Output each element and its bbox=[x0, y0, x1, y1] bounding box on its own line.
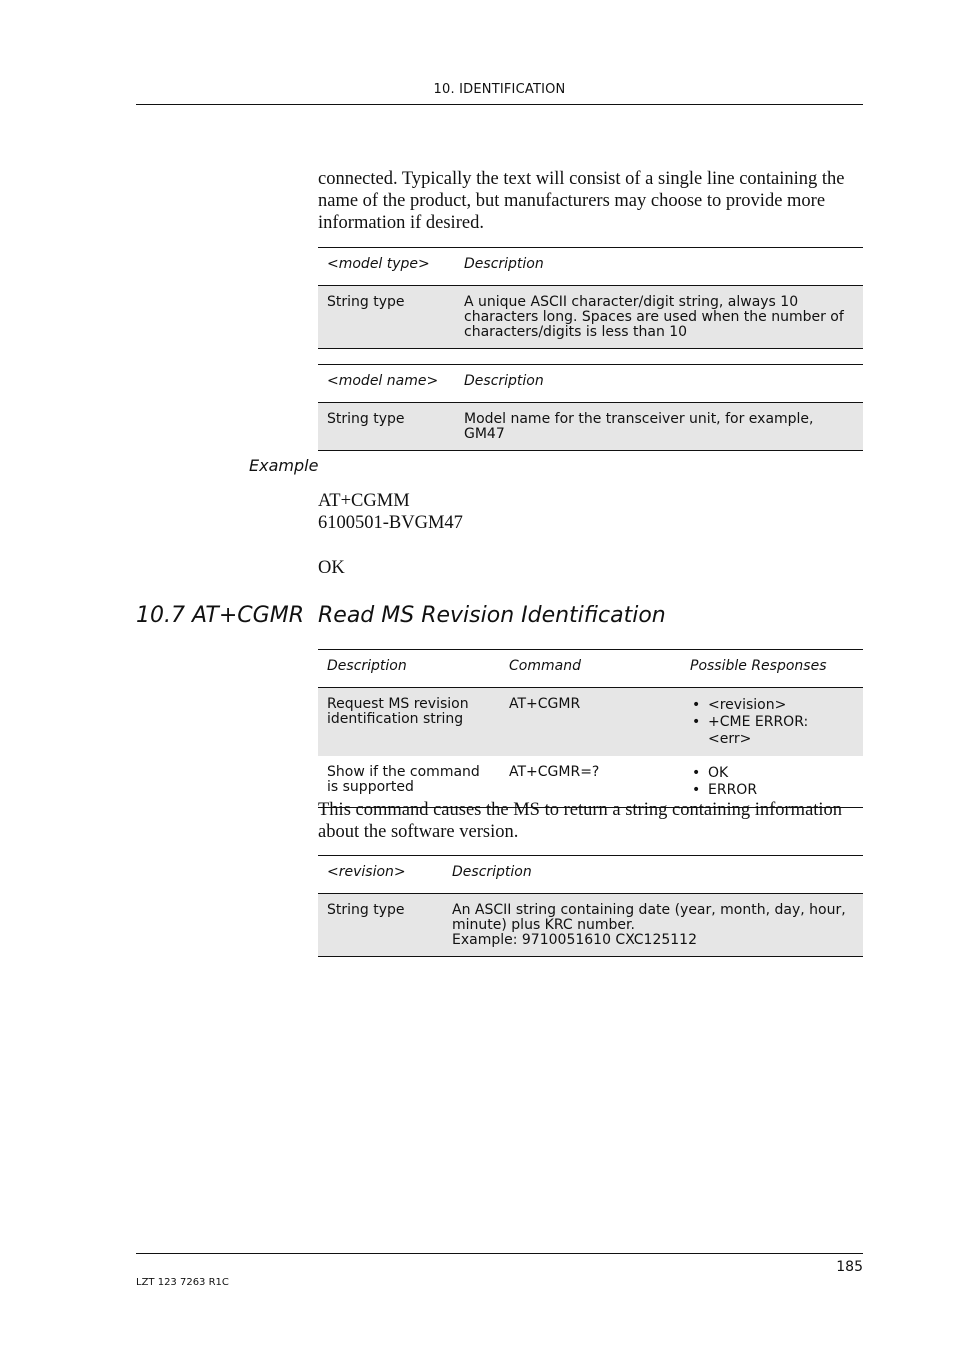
example-line-2: 6100501-BVGM47 bbox=[318, 513, 463, 533]
command-table bbox=[318, 649, 863, 808]
table-header-row bbox=[318, 856, 863, 894]
list-item: • +CME ERROR: <err> bbox=[690, 714, 855, 748]
description-line-2: Example: 9710051610 CXC125112 bbox=[452, 932, 697, 948]
cell-command: AT+CGMR=? bbox=[500, 756, 681, 808]
section-heading bbox=[136, 603, 666, 628]
header-cell-command: Command bbox=[509, 658, 581, 674]
header-cell-model-name: <model name> bbox=[327, 373, 439, 389]
cell-description: Request MS revision identification string bbox=[318, 688, 500, 757]
description-line-1: An ASCII string containing date (year, month, day, hour, minute) plus KRC number. bbox=[452, 902, 846, 933]
table-row bbox=[318, 403, 863, 451]
header-rule bbox=[136, 104, 863, 105]
table-row bbox=[318, 688, 863, 757]
header-cell-revision: <revision> bbox=[327, 864, 406, 880]
header-cell-description: Description bbox=[327, 658, 407, 674]
footer-rule bbox=[136, 1253, 863, 1254]
cell-description: Model name for the transceiver unit, for example, GM47 bbox=[455, 403, 863, 451]
revision-paragraph: This command causes the MS to return a string containing information about the software version. bbox=[318, 800, 843, 842]
table-header-row bbox=[318, 650, 863, 688]
cell-type: String type bbox=[318, 403, 455, 451]
header-cell-model-type: <model type> bbox=[327, 256, 430, 272]
list-item: • OK bbox=[690, 765, 855, 782]
revision-table bbox=[318, 855, 863, 957]
example-label: Example bbox=[249, 456, 319, 475]
list-item: • <revision> bbox=[690, 697, 855, 714]
cell-description: A unique ASCII character/digit string, always 10 characters long. Spaces are used when the number of characters/digits is less than 10 bbox=[455, 286, 863, 349]
intro-paragraph: connected. Typically the text will consist of a single line containing the name of the product, but manufacturers may choose to provide more information if desired. bbox=[318, 169, 845, 233]
example-line-3: OK bbox=[318, 558, 345, 578]
model-name-table bbox=[318, 364, 863, 451]
document-id: LZT 123 7263 R1C bbox=[136, 1277, 229, 1288]
table-row bbox=[318, 286, 863, 349]
response-list bbox=[690, 697, 855, 748]
header-cell-responses: Possible Responses bbox=[690, 658, 827, 674]
cell-type: String type bbox=[318, 894, 443, 957]
table-header-row bbox=[318, 248, 863, 286]
page-number: 185 bbox=[836, 1259, 863, 1275]
cell-description: Show if the command is supported bbox=[318, 756, 500, 808]
section-number: 10.7 AT+CGMR bbox=[136, 603, 304, 628]
table-header-row bbox=[318, 365, 863, 403]
cell-command: AT+CGMR bbox=[500, 688, 681, 757]
table-row bbox=[318, 894, 863, 957]
section-title: Read MS Revision Identification bbox=[318, 603, 666, 628]
example-line-1: AT+CGMM bbox=[318, 491, 410, 511]
cell-description bbox=[443, 894, 863, 957]
header-cell-description: Description bbox=[464, 373, 544, 389]
cell-type: String type bbox=[318, 286, 455, 349]
header-cell-description: Description bbox=[452, 864, 532, 880]
header-cell-description: Description bbox=[464, 256, 544, 272]
running-header: 10. IDENTIFICATION bbox=[433, 82, 566, 97]
cell-responses bbox=[681, 688, 863, 757]
model-type-table bbox=[318, 247, 863, 349]
list-item: • ERROR bbox=[690, 782, 855, 799]
response-list bbox=[690, 765, 855, 799]
